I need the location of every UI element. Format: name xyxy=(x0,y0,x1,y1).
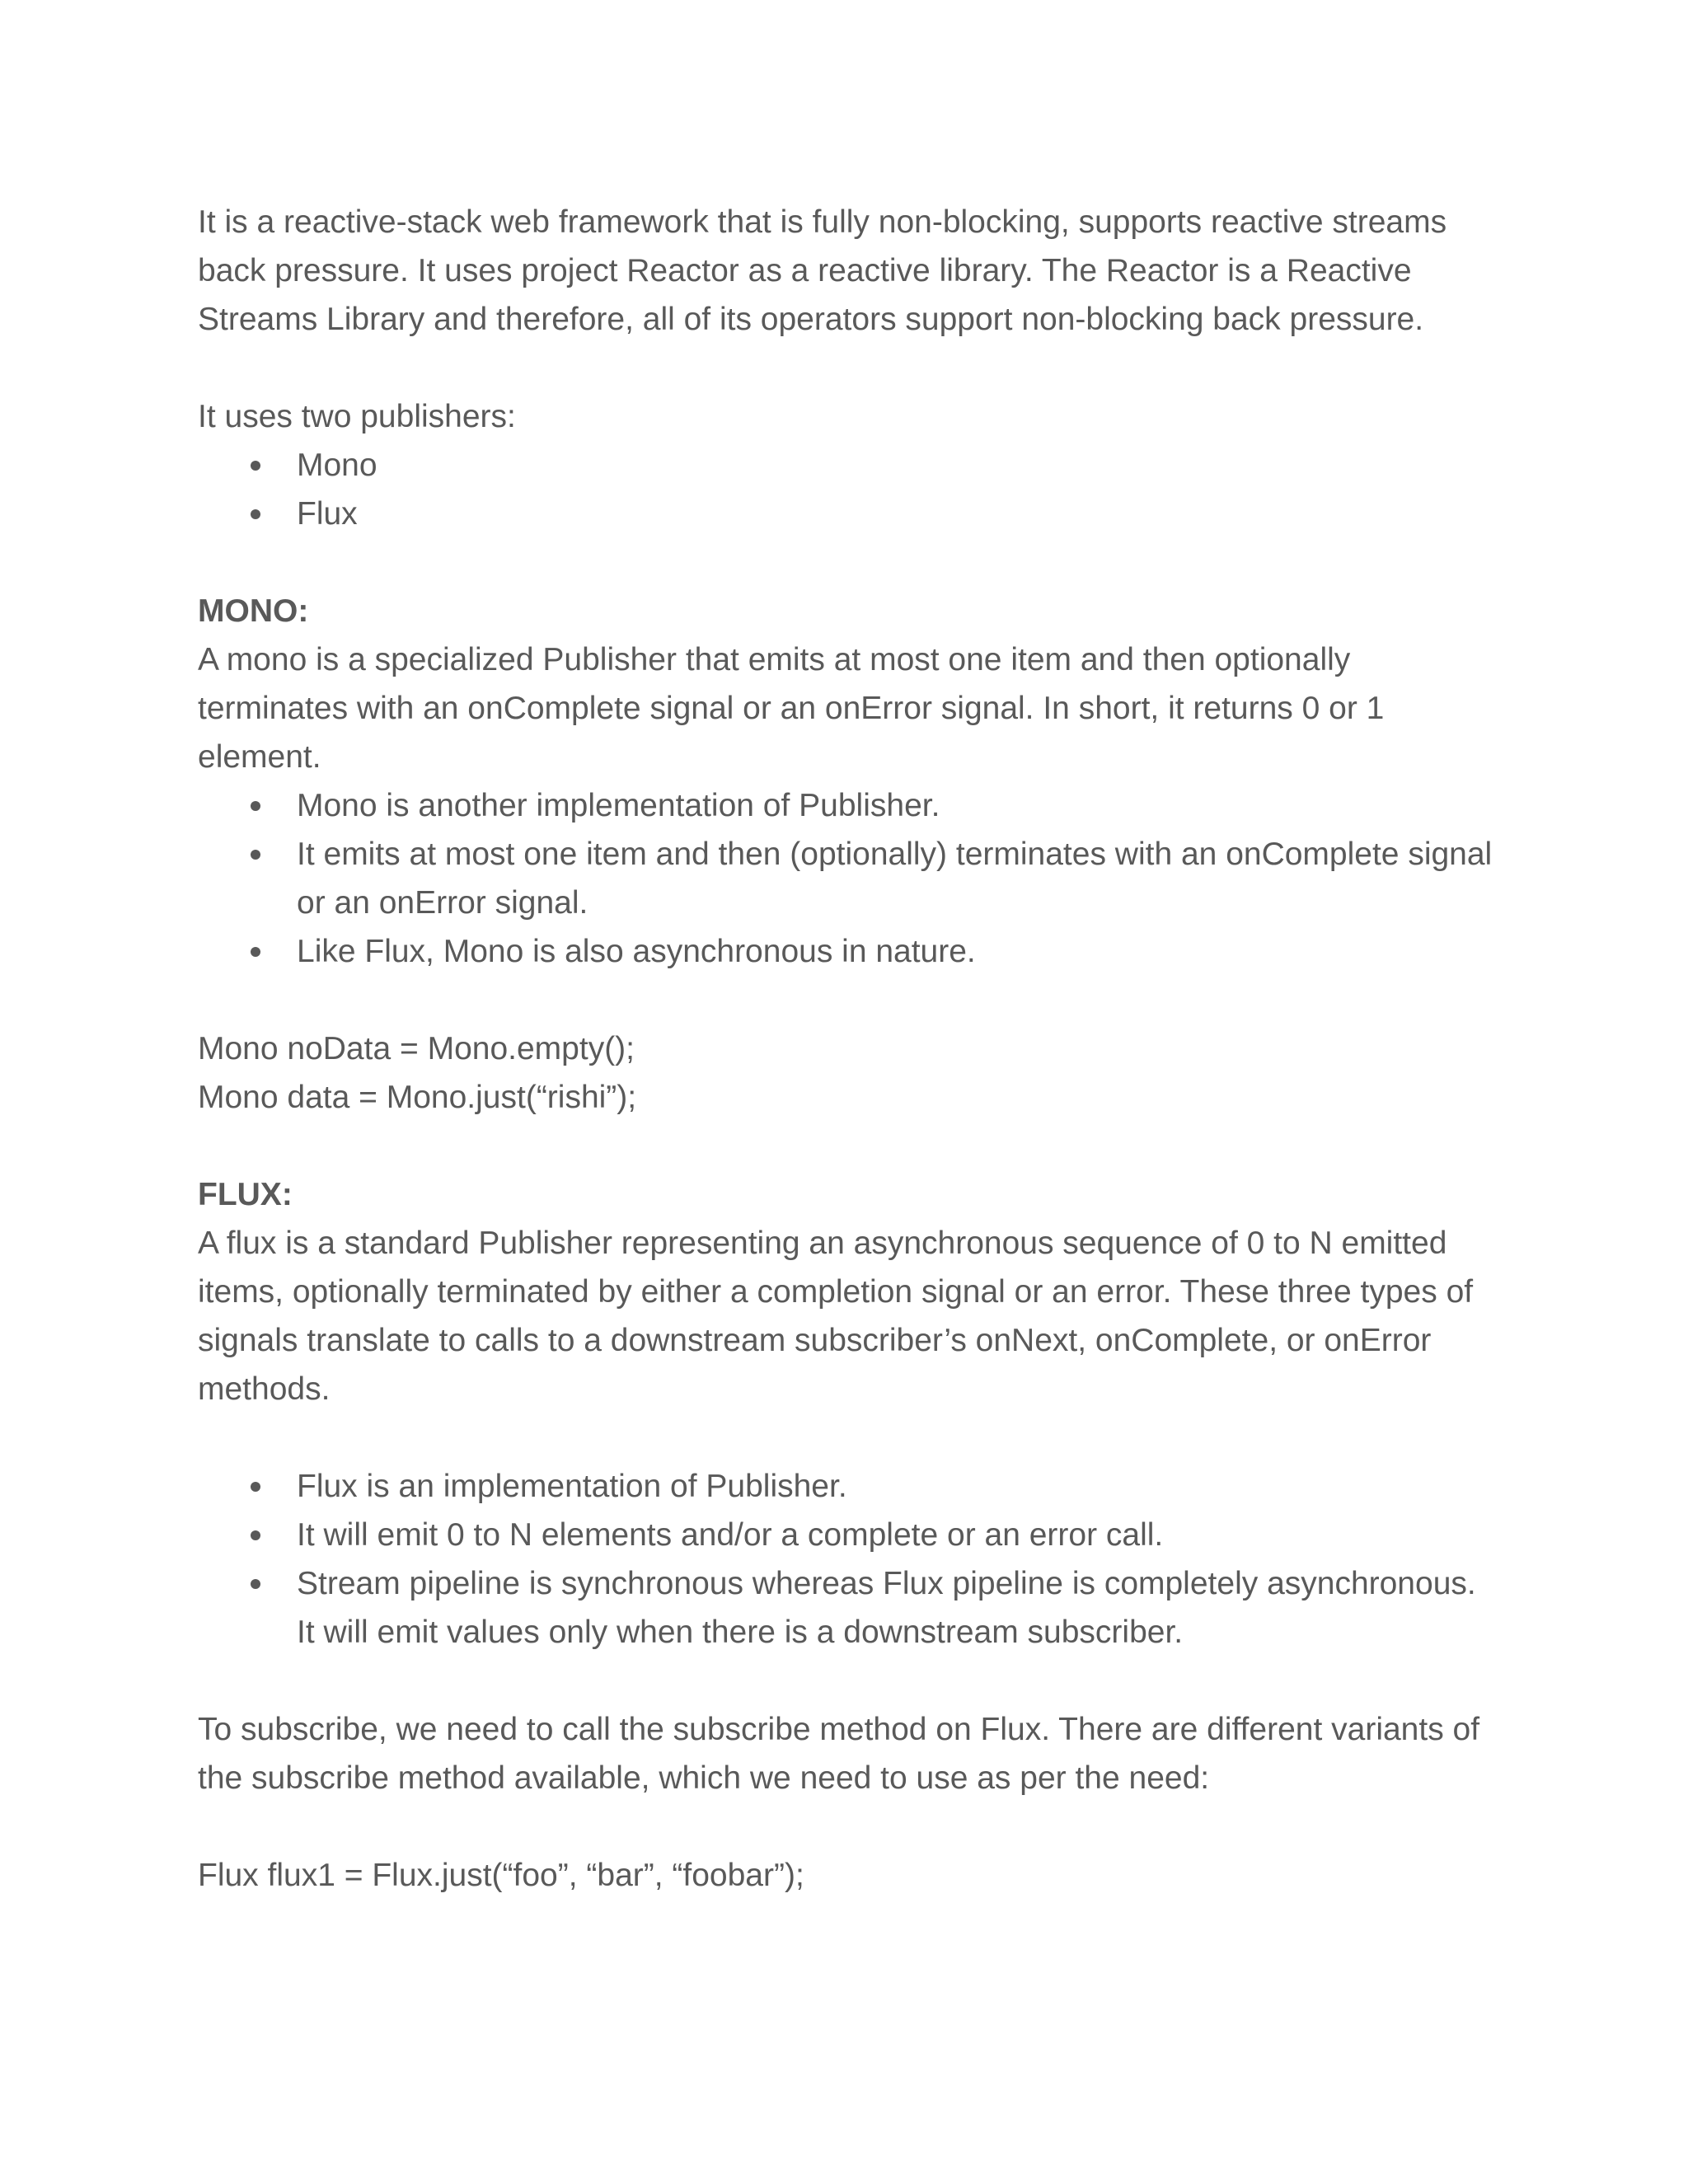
bullet-icon xyxy=(251,850,260,860)
spacer xyxy=(198,976,1500,1024)
publishers-lead: It uses two publishers: xyxy=(198,399,516,434)
list-item xyxy=(198,1559,1500,1657)
list-item xyxy=(198,927,1500,976)
bullet-icon xyxy=(251,1579,260,1589)
flux-bullet-list xyxy=(198,1462,1500,1657)
flux-code-line: Flux flux1 = Flux.just(“foo”, “bar”, “foobar”); xyxy=(198,1858,804,1893)
bullet-icon xyxy=(251,1530,260,1540)
list-item xyxy=(198,830,1500,927)
bullet-icon xyxy=(251,509,260,519)
spacer xyxy=(198,538,1500,587)
bullet-icon xyxy=(251,1482,260,1492)
list-item-text: Mono xyxy=(297,448,377,483)
list-item-text: It emits at most one item and then (optionally) terminates with an onComplete signal or an onError signal. xyxy=(297,837,1493,921)
bullet-icon xyxy=(251,947,260,957)
bullet-icon xyxy=(251,461,260,471)
mono-code-line: Mono data = Mono.just(“rishi”); xyxy=(198,1080,637,1115)
document-body xyxy=(198,198,1500,1900)
spacer xyxy=(198,1802,1500,1851)
list-item xyxy=(198,781,1500,830)
list-item-text: Stream pipeline is synchronous whereas Flux pipeline is completely asynchronous. It will emit values only when there is a downstream subscriber. xyxy=(297,1566,1476,1650)
list-item xyxy=(198,490,1500,538)
intro-paragraph: It is a reactive-stack web framework that is fully non-blocking, supports reactive streams back pressure. It uses project Reactor as a reactive library. The Reactor is a Reactive Streams Library and therefore, all of its operators support non-blocking back pressure. xyxy=(198,204,1447,337)
subscribe-paragraph: To subscribe, we need to call the subscribe method on Flux. There are different variants of the subscribe method available, which we need to use as per the need: xyxy=(198,1712,1480,1796)
list-item-text: Flux is an implementation of Publisher. xyxy=(297,1469,847,1504)
publishers-list xyxy=(198,441,1500,538)
bullet-icon xyxy=(251,801,260,811)
spacer xyxy=(198,1122,1500,1170)
list-item-text: Like Flux, Mono is also asynchronous in nature. xyxy=(297,934,976,969)
mono-bullet-list xyxy=(198,781,1500,976)
list-item-text: It will emit 0 to N elements and/or a complete or an error call. xyxy=(297,1517,1164,1553)
list-item-text: Mono is another implementation of Publisher. xyxy=(297,788,940,823)
flux-paragraph: A flux is a standard Publisher representing an asynchronous sequence of 0 to N emitted items, optionally terminated by either a completion signal or an error. These three types of signals translate to calls to a downstream subscriber’s onNext, onComplete, or onError methods. xyxy=(198,1226,1474,1407)
mono-paragraph: A mono is a specialized Publisher that emits at most one item and then optionally terminates with an onComplete signal or an onError signal. In short, it returns 0 or 1 element. xyxy=(198,642,1385,775)
list-item-text: Flux xyxy=(297,496,358,532)
list-item xyxy=(198,1462,1500,1511)
list-item xyxy=(198,441,1500,490)
mono-code-line: Mono noData = Mono.empty(); xyxy=(198,1031,635,1066)
list-item xyxy=(198,1511,1500,1559)
flux-heading: FLUX: xyxy=(198,1177,293,1212)
mono-heading: MONO: xyxy=(198,593,309,629)
spacer xyxy=(198,344,1500,392)
spacer xyxy=(198,1657,1500,1705)
spacer xyxy=(198,1413,1500,1462)
